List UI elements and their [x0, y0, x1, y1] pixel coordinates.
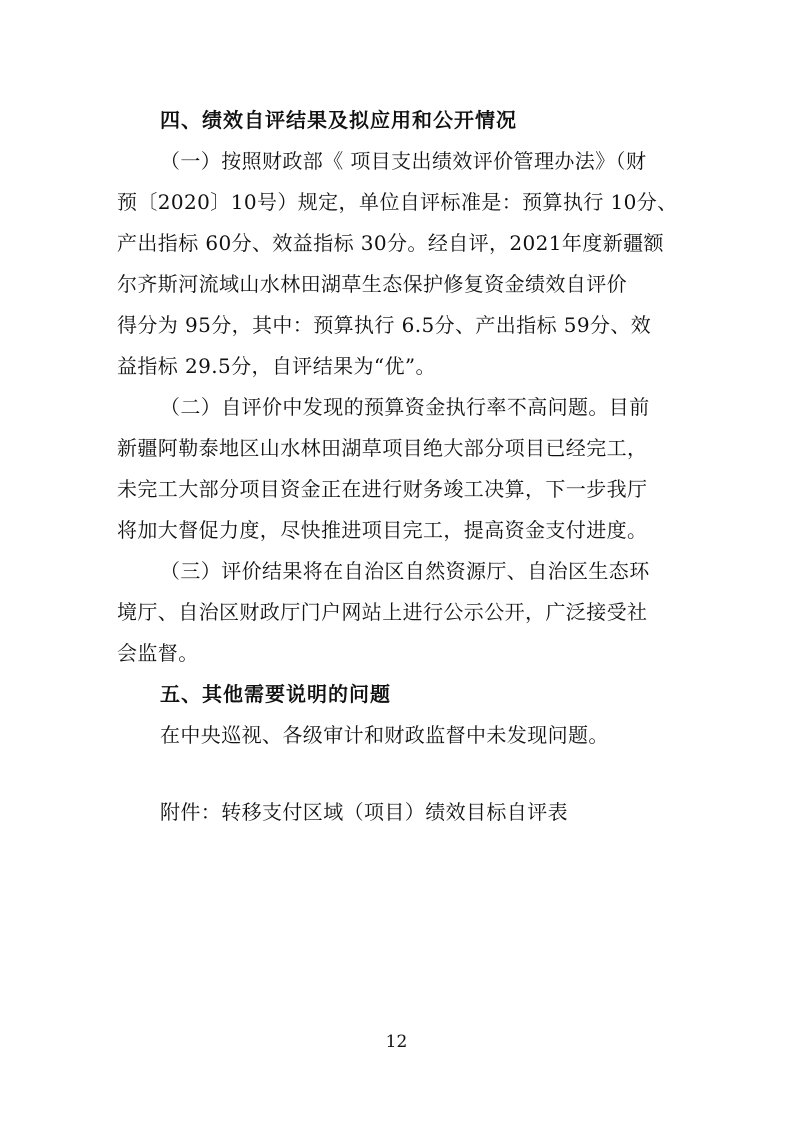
section4-para1-line6: 益指标 29.5分，自评结果为“优”。	[117, 354, 436, 378]
attachment-note: 附件：转移支付区域（项目）绩效目标自评表	[160, 800, 568, 824]
section4-para1-line3: 产出指标 60分、效益指标 30分。经自评，2021年度新疆额	[117, 231, 664, 255]
section4-para3-line1: （三）评价结果将在自治区自然资源厅、自治区生态环	[160, 559, 650, 583]
section4-para3-line3: 会监督。	[117, 641, 199, 665]
section4-para1-line5: 得分为 95分，其中：预算执行 6.5分、产出指标 59分、效	[117, 313, 652, 337]
section4-para2-line2: 新疆阿勒泰地区山水林田湖草项目绝大部分项目已经完工，	[117, 436, 648, 460]
section4-para1-line1: （一）按照财政部《 项目支出绩效评价管理办法》（财	[160, 149, 647, 173]
section4-title: 四、绩效自评结果及拟应用和公开情况	[160, 108, 517, 132]
section4-para1-line2: 预〔2020〕10号）规定，单位自评标准是：预算执行 10分、	[117, 190, 678, 214]
page-number: 12	[385, 1032, 408, 1052]
section4-para1-line4: 尔齐斯河流域山水林田湖草生态保护修复资金绩效自评价	[117, 272, 627, 296]
section5-para: 在中央巡视、各级审计和财政监督中未发现问题。	[160, 723, 609, 747]
section4-para3-line2: 境厅、自治区财政厅门户网站上进行公示公开，广泛接受社	[117, 600, 648, 624]
section4-para2-line1: （二）自评价中发现的预算资金执行率不高问题。目前	[160, 395, 650, 419]
section5-title: 五、其他需要说明的问题	[160, 682, 391, 706]
section4-para2-line4: 将加大督促力度，尽快推进项目完工，提高资金支付进度。	[117, 518, 648, 542]
section4-para2-line3: 未完工大部分项目资金正在进行财务竣工决算，下一步我厅	[117, 477, 648, 501]
